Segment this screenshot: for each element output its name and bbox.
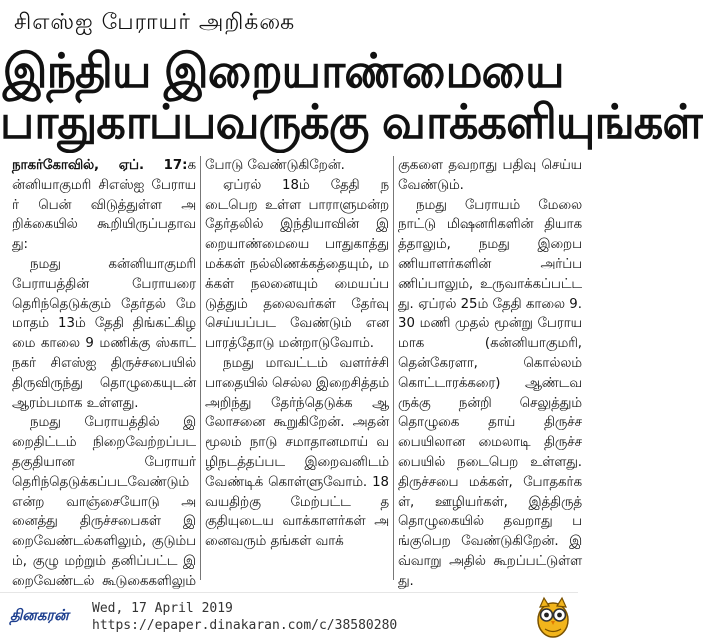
epaper-link[interactable]: https://epaper.dinakaran.com/c/38580280 <box>92 618 398 633</box>
paragraph: நமது மாவட்டம் வளர்ச்சி பாதையில் செல்ல இறைசித்தம் அறிந்து தேர்ந்தெடுக்க ஆலோசனை கூறுகிறேன். அதன் மூலம் நாடு சமாதானமாய் வழிநடத்தப்பட இறைவனிடம் வேண்டிக் கொள்ளுவோம். 18 வயதிற்கு மேற்பட்ட தகுதியுடைய வாக்காளர்கள் அனைவரும் தங்கள் வாக் <box>205 355 390 550</box>
epaper-footer <box>0 592 578 640</box>
paragraph: போடு வேண்டுகிறேன். <box>205 158 345 173</box>
article-column-1 <box>12 156 196 589</box>
edition-date: Wed, 17 April 2019 <box>92 601 233 616</box>
paragraph: குகளை தவறாது பதிவு செய்ய வேண்டும். <box>398 158 582 193</box>
dateline: நாகர்கோவில், ஏப். 17: <box>12 158 188 173</box>
dinakaran-logo: தினகரன் <box>10 606 69 624</box>
owl-icon <box>532 593 574 639</box>
paragraph: நமது கன்னியாகுமரி பேராயத்தின் பேராயரை தெரிந்தெடுக்கும் தேர்தல் மே மாதம் 13ம் தேதி திங்கட்கிழமை காலை 9 மணிக்கு ஸ்காட் நகர் சிஎஸ்ஐ திருச்சபையில் திருவிருந்து தொழுகையுடன் ஆரம்பமாக உள்ளது. <box>12 256 196 411</box>
paragraph: ஏப்ரல் 18ம் தேதி நடைபெற உள்ள பாராளுமன்ற தேர்தலில் இந்தியாவின் இறையாண்மையை பாதுகாத்து மக்கள் நல்லிணக்கத்தையும், மக்கள் நலனையும் மையப்படுத்தும் தலைவர்கள் தேர்வு செய்யப்பட வேண்டும் என பாரத்தோடு மன்றாடுவோம். <box>205 177 389 352</box>
column-divider <box>200 156 201 580</box>
paragraph-text: கன்னியாகுமரி சிஎஸ்ஐ பேராயர் பென் விடுத்துள்ள அறிக்கையில் கூறியிருப்பதாவது: <box>12 158 196 253</box>
headline-line-2: பாதுகாப்பவருக்கு வாக்களியுங்கள் <box>0 95 703 150</box>
paragraph: நமது பேராயம் மேலை நாட்டு மிஷனரிகளின் தியாகத்தாலும், நமது இறைபணியாளர்களின் அர்ப்பணிப்பாலும், உருவாக்கப்பட்டது. ஏப்ரல் 25ம் தேதி காலை 9.30 மணி முதல் மூன்று பேராயமாக (கன்னியாகுமரி, தென்கேரளா, கொல்லம் கொட்டாரக்கரை) ஆண்டவருக்கு நன்றி செலுத்தும் தொழுகை தாய் திருச்சபையிலான மைலாடி திருச்சபையில் நடைபெற உள்ளது. திருச்சபை மக்கள், போதகர்கள், ஊழியர்கள், இத்திருத் தொழுகையில் தவறாது பங்குபெற வேண்டுகிறேன். இவ்வாறு அதில் கூறப்பட்டுள்ளது. <box>398 197 582 589</box>
paragraph: நமது பேராயத்தில் இறைதிட்டம் நிறைவேற்றப்பட தகுதியான பேராயர் தெரிந்தெடுக்கப்படவேண்டும் என்ற வாஞ்சையோடு அனைத்து திருச்சபைகள் இறைவேண்டல்களிலும், குடும்பம், குழு மற்றும் தனிப்பட்ட இறைவேண்டல் கூடுகைகளிலும் <box>12 415 196 589</box>
column-divider <box>393 156 394 580</box>
lead-paragraph <box>12 156 196 255</box>
article-column-3 <box>398 156 582 589</box>
headline-line-1: இந்திய இறையாண்மையை <box>2 44 564 99</box>
article-kicker: சிஎஸ்ஐ பேராயர் அறிக்கை <box>14 10 296 35</box>
article-column-2 <box>205 156 389 580</box>
